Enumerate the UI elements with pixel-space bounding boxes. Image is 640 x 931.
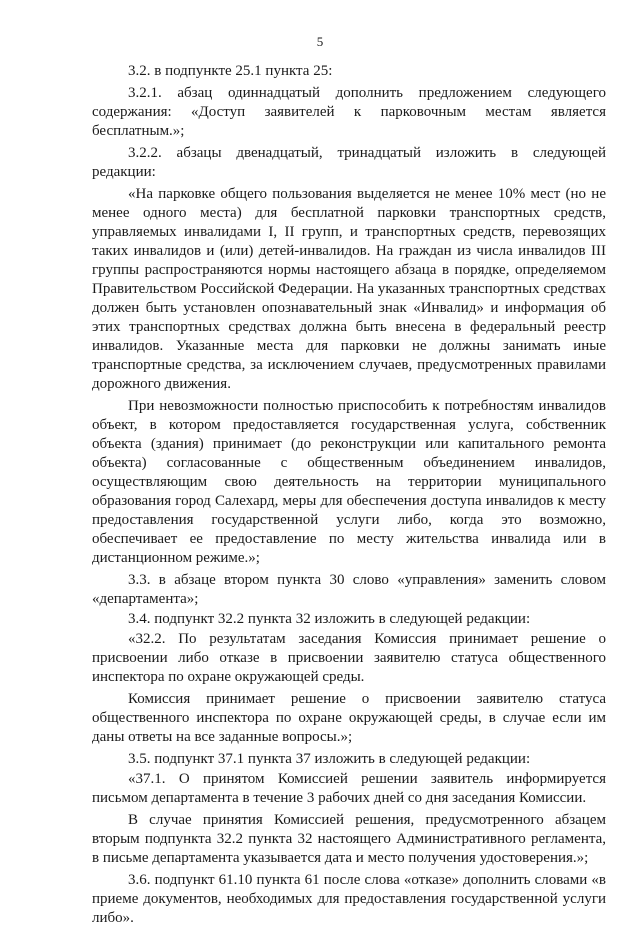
- paragraph-37-1-quote: «37.1. О принятом Комиссией решении заявитель информируется письмом департамента в течение 3 рабочих дней со дня заседания Комиссии.: [92, 771, 606, 806]
- page-number: 5: [316, 34, 324, 49]
- document-body: [92, 62, 606, 931]
- paragraph-3-2-1: 3.2.1. абзац одиннадцатый дополнить предложением следующего содержания: «Доступ заявителей к парковочным местам является бесплатным.»;: [92, 85, 606, 139]
- paragraph-3-5: 3.5. подпункт 37.1 пункта 37 изложить в следующей редакции:: [128, 751, 531, 767]
- paragraph-3-2: 3.2. в подпункте 25.1 пункта 25:: [128, 63, 333, 79]
- paragraph-32-2-quote: «32.2. По результатам заседания Комиссия принимает решение о присвоении либо отказе в присвоении заявителю статуса общественного инспектора по охране окружающей среды.: [92, 631, 606, 685]
- paragraph-commission-decision: Комиссия принимает решение о присвоении заявителю статуса общественного инспектора по охране окружающей среды, в случае если им даны ответы на все заданные вопросы.»;: [92, 691, 606, 745]
- paragraph-3-6: 3.6. подпункт 61.10 пункта 61 после слова «отказе» дополнить словами «в приеме документов, необходимых для предоставления государственной услуги либо».: [92, 872, 606, 926]
- paragraph-3-3: 3.3. в абзаце втором пункта 30 слово «управления» заменить словом «департамента»;: [92, 572, 606, 607]
- paragraph-3-4: 3.4. подпункт 32.2 пункта 32 изложить в следующей редакции:: [128, 611, 531, 627]
- paragraph-parking-quote: «На парковке общего пользования выделяется не менее 10% мест (но не менее одного места) для бесплатной парковки транспортных средств, управляемых инвалидами I, II групп, и транспортных средств, перевозящих таких инвалидов и (или) детей-инвалидов. На граждан из числа инвалидов III группы распространяются нормы настоящего абзаца в порядке, определяемом Правительством Российской Федерации. На указанных транспортных средствах должен быть установлен опознавательный знак «Инвалид» и информация об этих транспортных средствах должна быть внесена в федеральный реестр инвалидов. Указанные места для парковки не должны занимать иные транспортные средства, за исключением случаев, предусмотренных правилами дорожного движения.: [92, 186, 606, 392]
- paragraph-3-2-2: 3.2.2. абзацы двенадцатый, тринадцатый изложить в следующей редакции:: [92, 145, 606, 180]
- paragraph-accessibility: При невозможности полностью приспособить к потребностям инвалидов объект, в котором предоставляется государственная услуга, собственник объекта (здания) принимает (до реконструкции или капитального ремонта объекта) согласованные с общественным объединением инвалидов, осуществляющим свою деятельность на территории муниципального образования город Салехард, меры для обеспечения доступа инвалидов к месту предоставления государственной услуги либо, когда это возможно, обеспечивает ее предоставление по месту жительства инвалида или в дистанционном режиме.»;: [92, 398, 606, 566]
- paragraph-decision-letter: В случае принятия Комиссией решения, предусмотренного абзацем вторым подпункта 32.2 пункта 32 настоящего Административного регламента, в письме департамента указывается дата и место получения удостоверения.»;: [92, 812, 606, 866]
